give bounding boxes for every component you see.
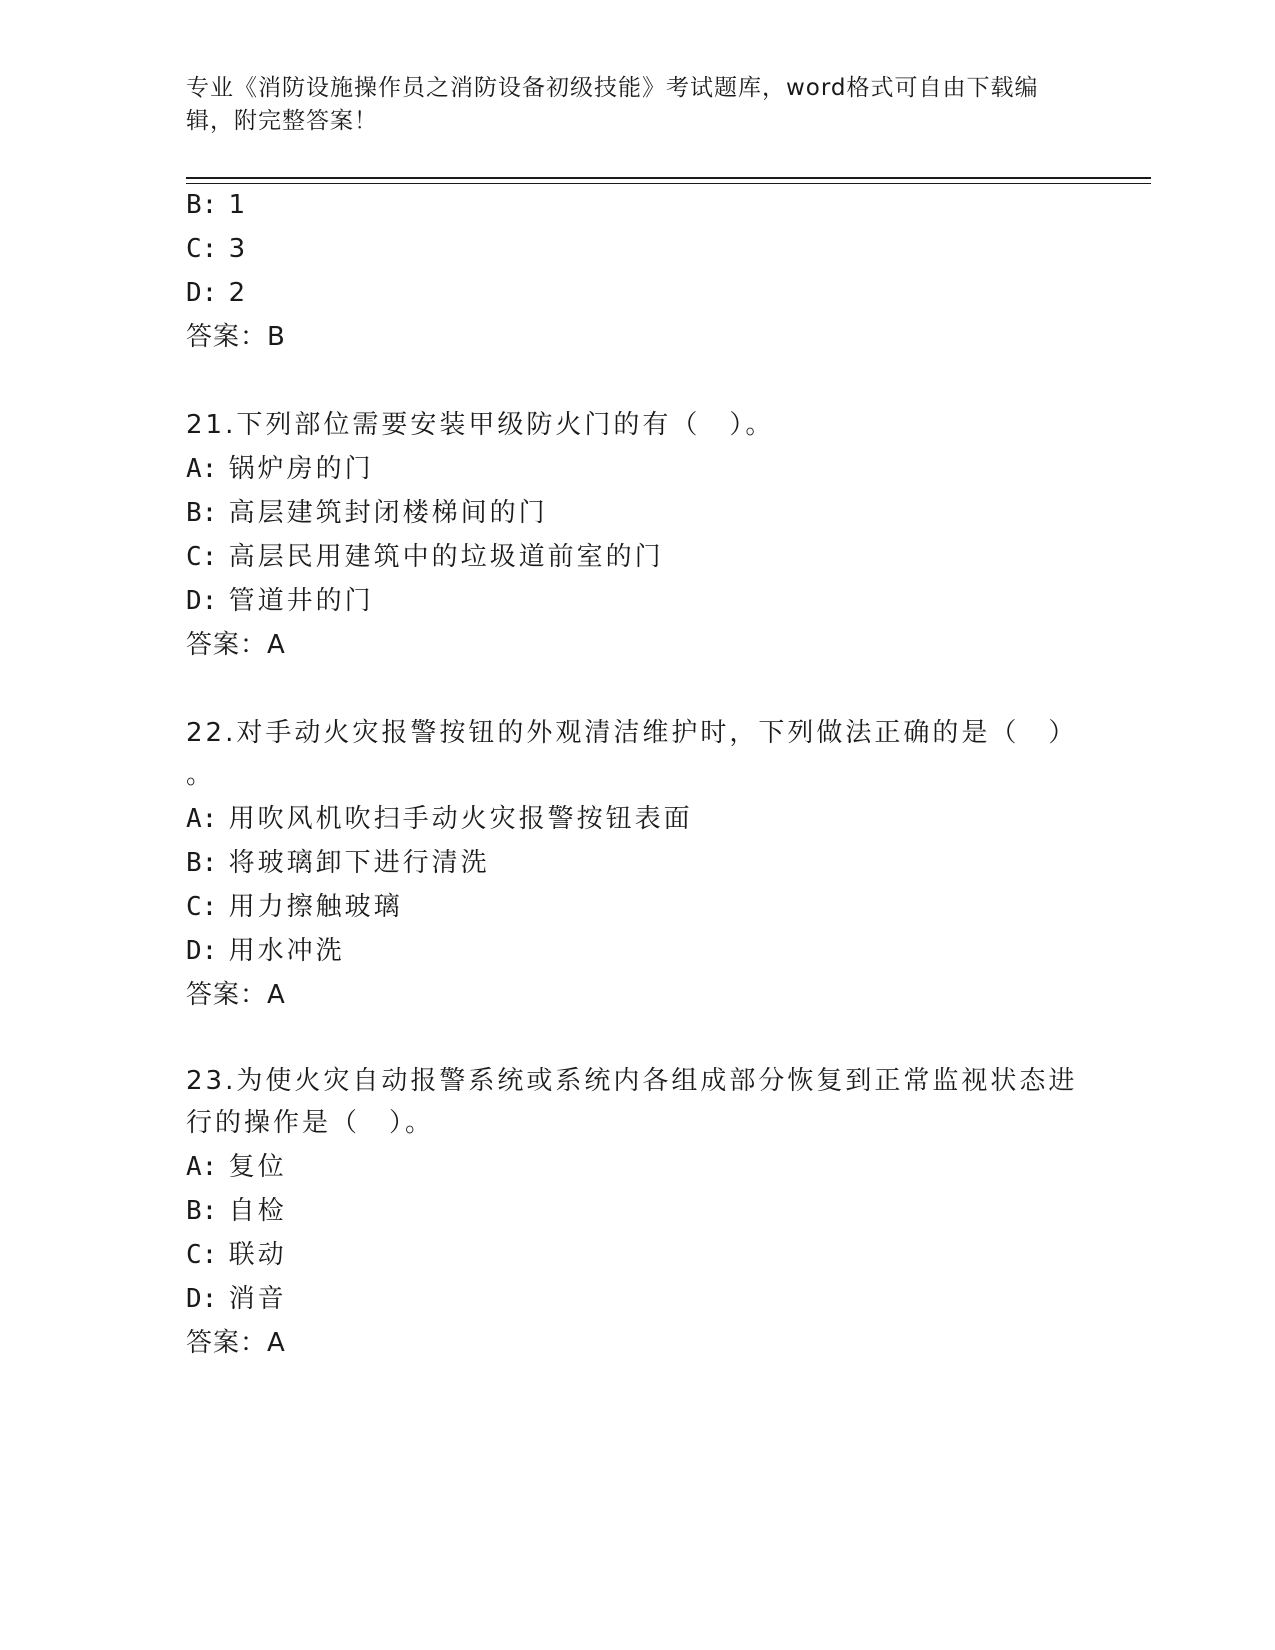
q21-option-c: C: 高层民用建筑中的垃圾道前室的门 (186, 542, 664, 572)
q22-option-c: C: 用力擦触玻璃 (186, 892, 403, 922)
q22-option-d: D: 用水冲洗 (186, 936, 345, 966)
q21-answer: 答案：A (186, 630, 286, 660)
q22-answer: 答案：A (186, 980, 286, 1010)
header-line-1: 专业《消防设施操作员之消防设备初级技能》考试题库，word格式可自由下载编 (186, 75, 1039, 101)
q21-question: 21.下列部位需要安装甲级防火门的有（ ）。 (186, 410, 775, 440)
header-divider (186, 177, 1151, 179)
q21-option-a: A: 锅炉房的门 (186, 454, 374, 484)
q21-option-b: B: 高层建筑封闭楼梯间的门 (186, 498, 548, 528)
q23-question-line-2: 行的操作是（ ）。 (186, 1108, 435, 1138)
q22-option-b: B: 将玻璃卸下进行清洗 (186, 848, 490, 878)
prev-option-d: D: 2 (186, 278, 249, 308)
q22-question-line-2: 。 (186, 760, 216, 790)
q21-option-d: D: 管道井的门 (186, 586, 374, 616)
header-divider-thin (186, 183, 1151, 184)
prev-answer: 答案：B (186, 322, 286, 352)
q23-option-a: A: 复位 (186, 1152, 287, 1182)
page-header (186, 72, 1066, 138)
prev-option-c: C: 3 (186, 234, 249, 264)
q23-question-line-1: 23.为使火灾自动报警系统或系统内各组成部分恢复到正常监视状态进 (186, 1066, 1078, 1096)
q22-option-a: A: 用吹风机吹扫手动火灾报警按钮表面 (186, 804, 693, 834)
q23-option-d: D: 消音 (186, 1284, 287, 1314)
q23-option-b: B: 自检 (186, 1196, 287, 1226)
q22-question-line-1: 22.对手动火灾报警按钮的外观清洁维护时，下列做法正确的是（ ） (186, 718, 1078, 748)
q23-answer: 答案：A (186, 1328, 286, 1358)
q23-option-c: C: 联动 (186, 1240, 287, 1270)
header-line-2: 辑，附完整答案！ (186, 108, 378, 134)
prev-option-b: B: 1 (186, 190, 249, 220)
